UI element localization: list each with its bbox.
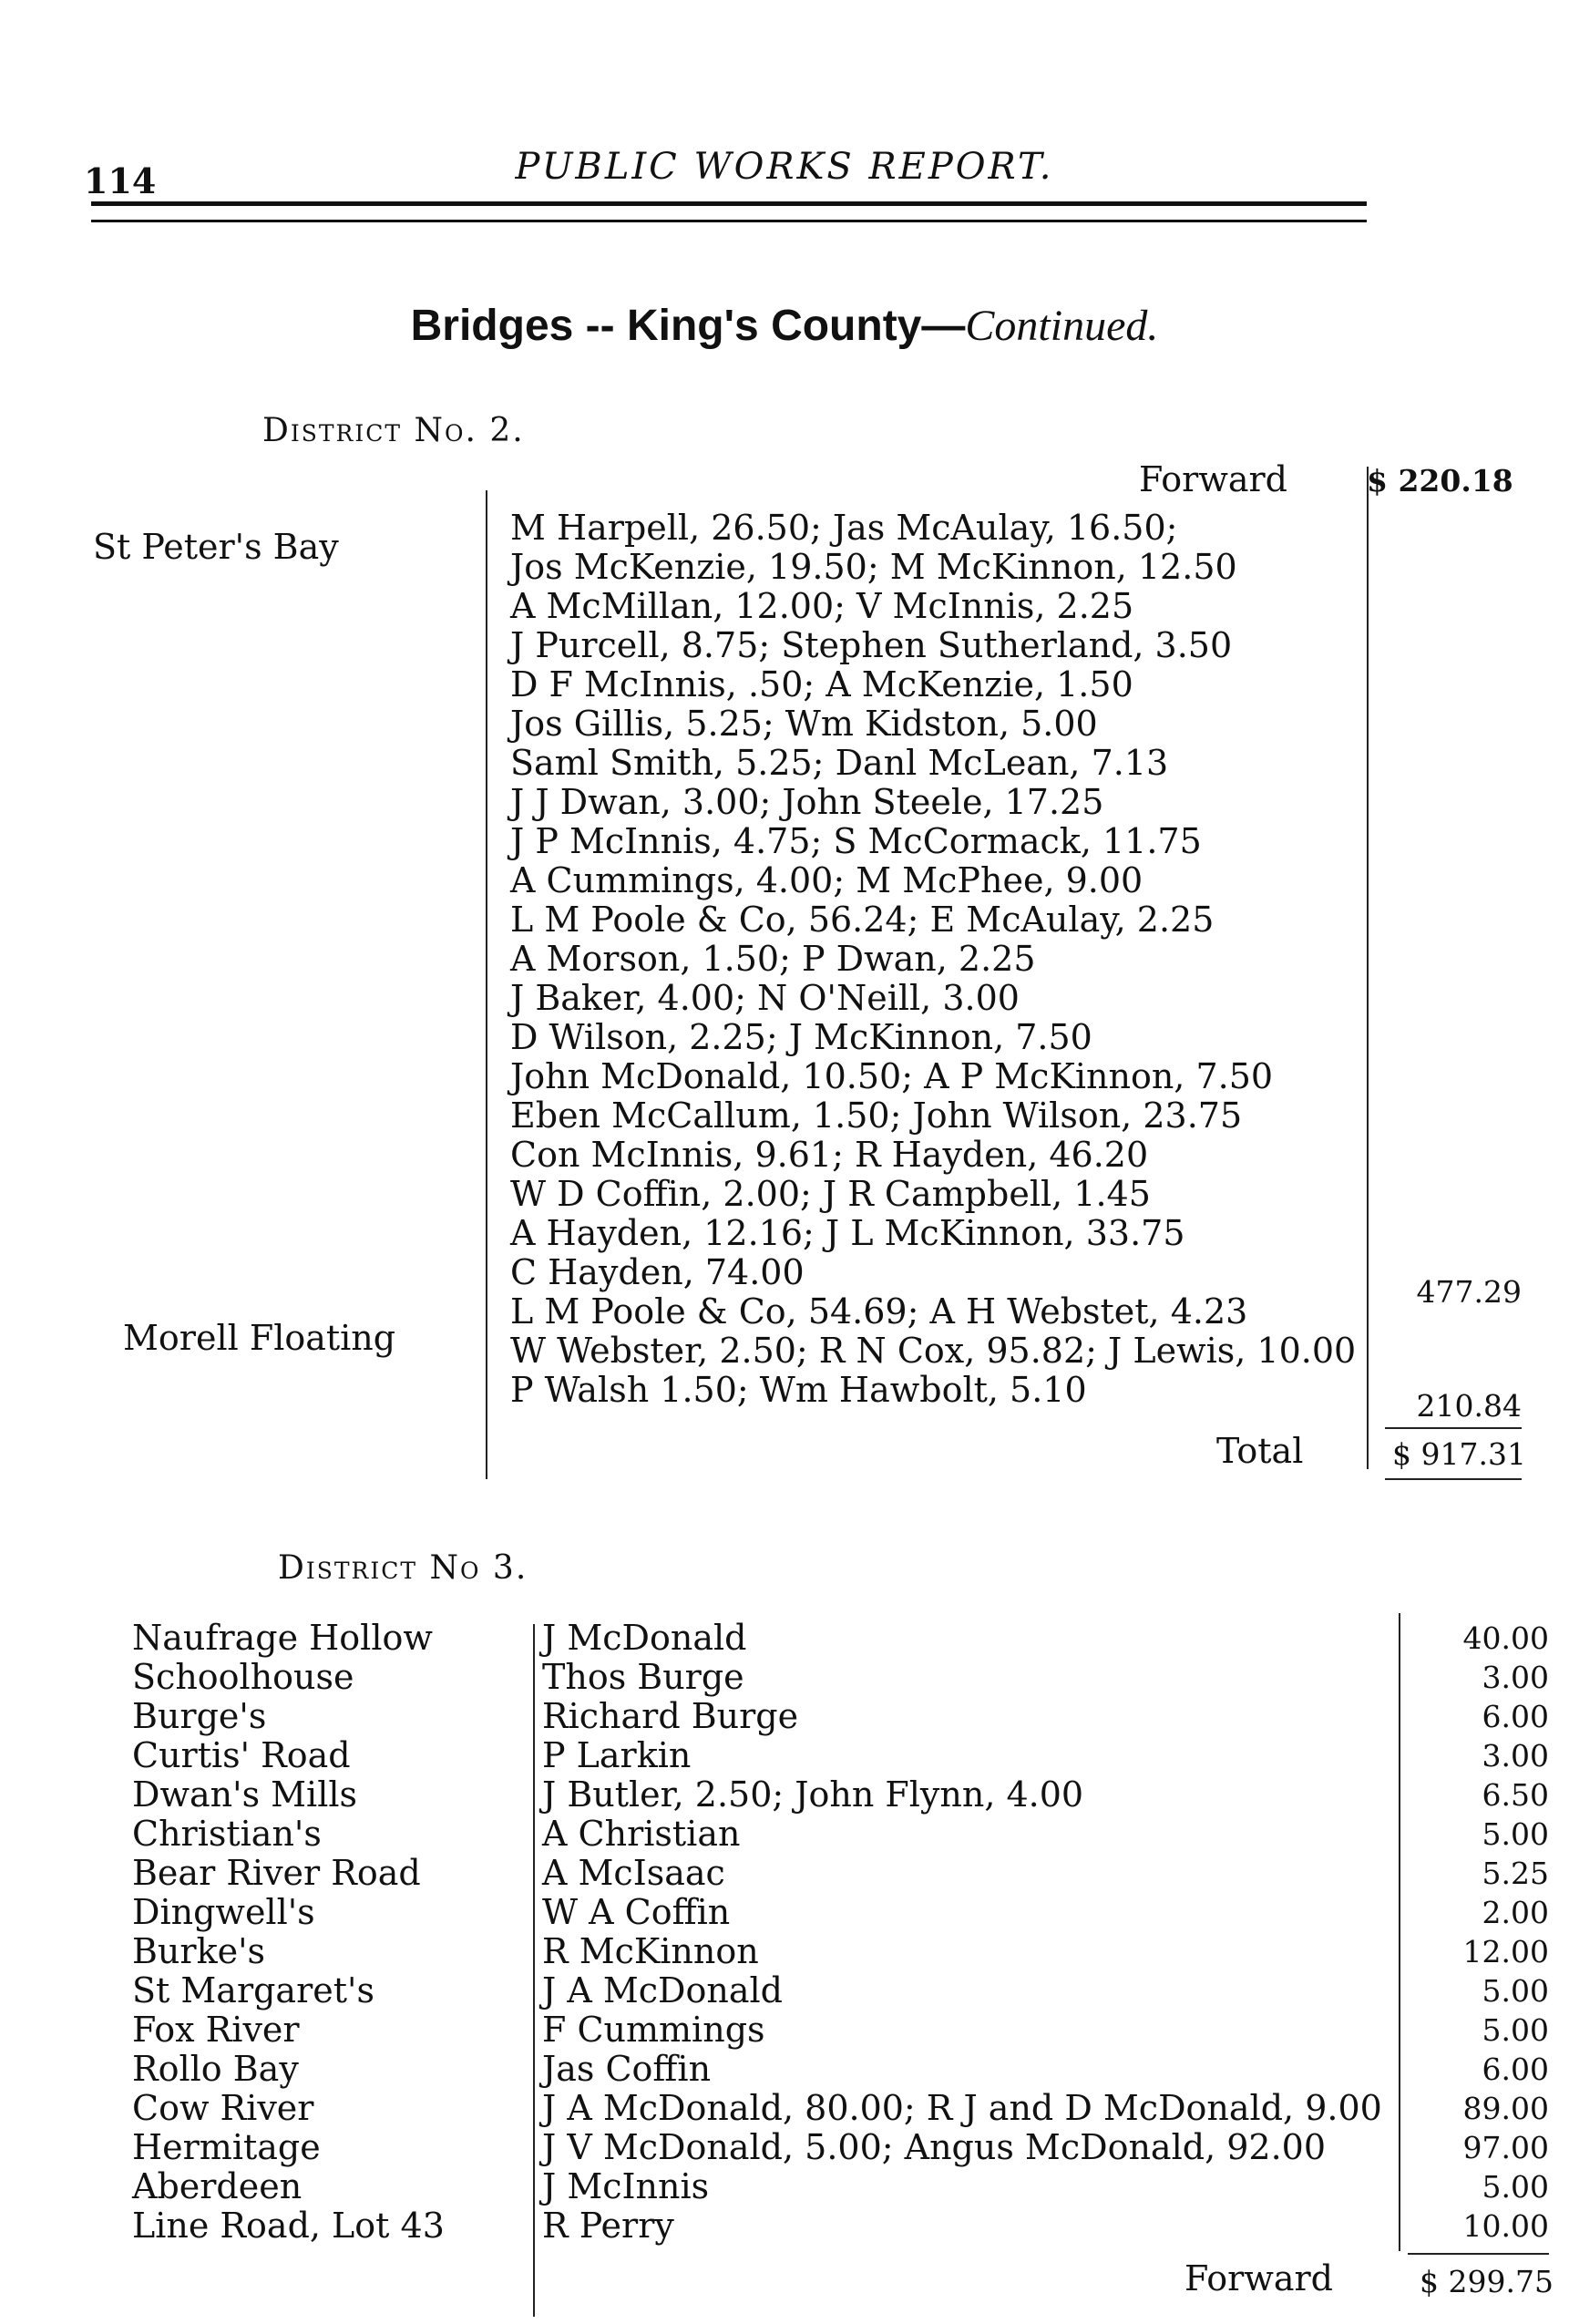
location-label: Burge's [132,1696,267,1736]
column-rule [1367,467,1369,1469]
amount-value: 5.00 [1482,2169,1549,2205]
location-label: Rollo Bay [132,2049,299,2089]
location-label: Bear River Road [132,1853,421,1893]
payee-line: R Perry [542,2206,674,2246]
payee-line: J A McDonald [542,1970,783,2010]
header-rule [91,201,1367,206]
location-label: Fox River [132,2010,300,2050]
amount-value: 6.00 [1482,2051,1549,2087]
payment-line: Jos McKenzie, 19.50; M McKinnon, 12.50 [510,547,1237,587]
payment-line: D F McInnis, .50; A McKenzie, 1.50 [510,664,1133,704]
payment-line: L M Poole & Co, 56.24; E McAulay, 2.25 [510,900,1215,940]
payment-line: L M Poole & Co, 54.69; A H Webstet, 4.23 [510,1291,1248,1332]
payment-line: J Purcell, 8.75; Stephen Sutherland, 3.50 [510,625,1233,665]
payment-line: J Baker, 4.00; N O'Neill, 3.00 [510,978,1020,1018]
payee-line: W A Coffin [542,1892,731,1932]
forward-label: Forward [1139,459,1288,499]
payee-line: A McIsaac [542,1853,725,1893]
forward-amount: $ 220.18 [1367,463,1513,499]
payment-line: P Walsh 1.50; Wm Hawbolt, 5.10 [510,1370,1087,1410]
section-title-main: Bridges -- King's County— [410,302,966,350]
amount-value: 97.00 [1462,2130,1549,2165]
total-rule [1385,1478,1522,1480]
payee-line: P Larkin [542,1735,692,1775]
location-label: Christian's [132,1814,322,1854]
amount-value: 5.00 [1482,1973,1549,2009]
payee-line: Jas Coffin [542,2049,712,2089]
total-label: Total [1216,1431,1304,1471]
payment-line: Saml Smith, 5.25; Danl McLean, 7.13 [510,743,1169,783]
payment-lines [510,509,1356,1410]
location-label: Curtis' Road [132,1735,351,1775]
payment-line: J J Dwan, 3.00; John Steele, 17.25 [510,782,1104,822]
payment-line: W D Coffin, 2.00; J R Campbell, 1.45 [510,1174,1151,1214]
amount-value: 5.25 [1482,1856,1549,1891]
payee-line: A Christian [542,1814,741,1854]
forward-label: Forward [1184,2258,1334,2298]
location-label: Hermitage [132,2127,321,2167]
page-number: 114 [84,160,157,201]
column-rule [486,490,487,1479]
section-title-continued: Continued. [965,302,1159,350]
location-label: Morell Floating [123,1318,396,1358]
payment-line: D Wilson, 2.25; J McKinnon, 7.50 [510,1017,1092,1057]
payee-line: F Cummings [542,2010,765,2050]
payment-line: John McDonald, 10.50; A P McKinnon, 7.50 [510,1056,1274,1096]
payee-line: J McInnis [542,2166,710,2206]
location-label: Dwan's Mills [132,1774,358,1815]
payee-line: R McKinnon [542,1931,759,1971]
location-list [132,1619,445,2246]
location-label: Aberdeen [132,2166,303,2206]
amount-value: 6.00 [1482,1699,1549,1734]
amount-value: 89.00 [1462,2091,1549,2126]
amount-value: 10.00 [1462,2208,1549,2244]
location-label: Naufrage Hollow [132,1618,433,1658]
amount-value: 5.00 [1482,2012,1549,2048]
payment-line: A Hayden, 12.16; J L McKinnon, 33.75 [510,1213,1185,1253]
amount-value: 6.50 [1482,1777,1549,1813]
total-rule [1385,1427,1522,1429]
column-rule [1399,1613,1400,2251]
location-label: Schoolhouse [132,1657,354,1697]
payee-line: J McDonald [542,1618,747,1658]
amount-value: 40.00 [1462,1620,1549,1656]
amount-value: 2.00 [1482,1895,1549,1930]
payment-line: Con McInnis, 9.61; R Hayden, 46.20 [510,1135,1149,1175]
location-label: Cow River [132,2088,314,2128]
section-title [0,301,1569,351]
subtotal-amount: 210.84 [1416,1388,1522,1424]
amount-value: 3.00 [1482,1738,1549,1774]
payment-line: Jos Gillis, 5.25; Wm Kidston, 5.00 [510,704,1098,744]
amount-value: 5.00 [1482,1816,1549,1852]
location-label: Burke's [132,1931,266,1971]
payee-line: Richard Burge [542,1696,799,1736]
payment-line: Eben McCallum, 1.50; John Wilson, 23.75 [510,1095,1243,1136]
payee-line: J A McDonald, 80.00; R J and D McDonald, 9.00 [542,2088,1382,2128]
payee-line: Thos Burge [542,1657,744,1697]
location-label: St Peter's Bay [93,527,339,567]
location-label: St Margaret's [132,1970,374,2010]
district-heading: District No 3. [278,1549,528,1587]
amount-value: 12.00 [1462,1934,1549,1969]
payment-line: M Harpell, 26.50; Jas McAulay, 16.50; [510,508,1178,548]
amount-list [1408,1619,1549,2246]
total-amount: $ 917.31 [1392,1436,1526,1472]
location-label: Dingwell's [132,1892,315,1932]
payment-line: A Morson, 1.50; P Dwan, 2.25 [510,939,1036,979]
payee-line: J Butler, 2.50; John Flynn, 4.00 [542,1774,1084,1815]
district-heading: District No. 2. [262,412,525,449]
location-label: Line Road, Lot 43 [132,2206,445,2246]
amount-value: 3.00 [1482,1660,1549,1695]
column-rule [533,1624,535,2317]
payment-line: A Cummings, 4.00; M McPhee, 9.00 [510,860,1143,900]
payee-list [542,1619,1382,2246]
payment-line: C Hayden, 74.00 [510,1252,805,1292]
payee-line: J V McDonald, 5.00; Angus McDonald, 92.00 [542,2127,1327,2167]
payment-line: J P McInnis, 4.75; S McCormack, 11.75 [510,821,1202,861]
payment-line: W Webster, 2.50; R N Cox, 95.82; J Lewis, 10.00 [510,1331,1357,1371]
subtotal-amount: 477.29 [1416,1274,1522,1310]
forward-amount: $ 299.75 [1420,2264,1554,2299]
header-rule [91,220,1367,222]
running-title: PUBLIC WORKS REPORT. [515,146,1054,188]
payment-line: A McMillan, 12.00; V McInnis, 2.25 [510,586,1134,626]
total-rule [1408,2253,1549,2255]
